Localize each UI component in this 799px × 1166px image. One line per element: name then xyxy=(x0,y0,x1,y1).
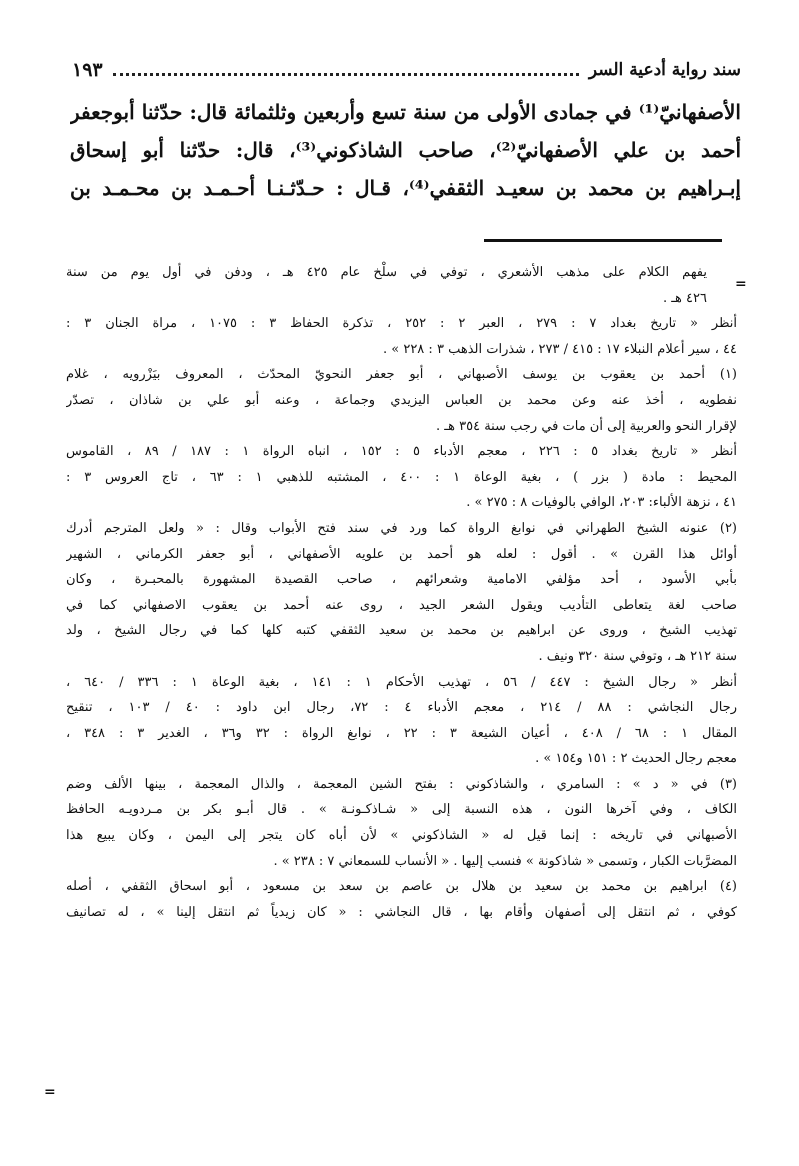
footnote-1 xyxy=(66,362,737,439)
footnote-line: سنة ٢١٢ هـ ، وتوفي سنة ٣٢٠ ونيف . xyxy=(538,648,737,664)
footnote-line: (٤) ابراهيم بن محمد بن سعيد بن هلال بن عاصم بن سعد بن مسعود ، أبو اسحاق الثقفي ، أصله xyxy=(66,879,737,895)
running-title: سند رواية أدعية السر xyxy=(588,60,741,80)
main-text xyxy=(70,94,741,208)
main-text-line: أحمد بن علي الأصفهانيّ⁽²⁾، صاحب الشاذكوني⁽³⁾، قال: حدّثنا أبو إسحاق xyxy=(70,138,741,162)
footnote-4 xyxy=(66,874,737,925)
footnote-line: ٤٤ ، سير أعلام النبلاء ١٧ : ٤١٥ / ٢٧٣ ، شذرات الذهب ٣ : ٢٢٨ » . xyxy=(382,341,737,357)
footnote-line: رجال النجاشي : ٨٨ / ٢١٤ ، معجم الأدباء ٤ : ٧٢، رجال ابن داود : ٤٠ / ١٠٣ ، تنقيح xyxy=(66,700,737,716)
footnote-line: الكاف ، وفي آخرها النون ، هذه النسبة إلى « شـاذكـونـة » . قال أبـو بكر بن مـردويـه الحافظ xyxy=(66,802,737,818)
footnote-line: صاحب لغة يتعاطى التأديب ويقول الشعر الجيد ، روى عنه أحمد بن يعقوب الاصفهاني كما في xyxy=(66,597,737,613)
footnote-line: أنظر « رجال الشيخ : ٤٤٧ / ٥٦ ، تهذيب الأحكام ١ : ١٤١ ، بغية الوعاة ١ : ٣٣٦ / ٦٤٠ ، xyxy=(66,674,737,690)
footnote-line: أنظر « تاريخ بغداد ٧ : ٢٧٩ ، العبر ٢ : ٢٥٢ ، تذكرة الحفاظ ٣ : ١٠٧٥ ، مراة الجنان ٣ : xyxy=(66,316,737,332)
footnote-line: نفطويه ، أخذ عنه وعن محمد بن العباس اليزيدي وجماعة ، وعنه أبو علي بن شاذان ، تصدّر xyxy=(66,392,737,408)
footnote-line: (٣) في « د » : السامري ، والشاذكوني : بفتح الشين المعجمة ، والذال المعجمة ، بينها الألف وضم xyxy=(66,776,737,792)
footnote-separator-rule xyxy=(484,239,722,242)
footnote-line: ٤١ ، نزهة الألباء: ٢٠٣، الوافي بالوفيات ٨ : ٢٧٥ » . xyxy=(466,495,737,511)
footnote-line: يفهم الكلام على مذهب الأشعري ، توفي في سلْخ عام ٤٢٥ هـ ، ودفن في أول يوم من سنة xyxy=(66,265,708,280)
footnote-line: المقال ١ : ٦٨ / ٤٠٨ ، أعيان الشيعة ٣ : ٢٢ ، نوابغ الرواة : ٣٢ و٣٦ ، الغدير ٣ : ٣٤٨ ، xyxy=(66,725,737,741)
footnote-reference xyxy=(66,311,737,362)
footnotes xyxy=(66,260,737,925)
footnote-2 xyxy=(66,516,737,670)
continuation-mark-top: = xyxy=(735,276,747,292)
footnote-continued xyxy=(66,260,737,311)
footnote-line: المحيط : مادة ( بزر ) ، بغية الوعاة ١ : ٤٠٠ ، المشتبه للذهبي ١ : ٦٣ ، تاج العروس ٣ : xyxy=(66,469,737,485)
main-text-line: إبـراهيم بن محمد بن سعيـد الثقفي⁽⁴⁾، قـال : حـدّثـنـا أحـمـد بن محـمـد بن xyxy=(70,176,741,200)
footnote-line: (١) أحمد بن يعقوب بن يوسف الأصبهاني ، أبو جعفر النحويّ المحدّث ، المعروف بيَزْرويه ، غلام xyxy=(66,367,737,383)
footnote-line: معجم رجال الحديث ٢ : ١٥١ و١٥٤ » . xyxy=(535,751,737,767)
footnote-line: أوائل هذا القرن » . أقول : لعله هو أحمد بن علويه الأصفهاني ، أبو جعفر الكرماني ، الشهير xyxy=(66,546,737,562)
footnote-2-reference xyxy=(66,670,737,772)
footnote-line: المضرَّبات الكبار ، وتسمى « شاذكونة » فنسب إليها . « الأنساب للسمعاني ٧ : ٢٣٨ » . xyxy=(273,853,737,869)
continuation-mark-bottom: = xyxy=(44,1084,56,1100)
footnote-line: تهذيب الشيخ ، وروى عن ابراهيم بن محمد بن سعيد الثقفي كتبه كلها كما في رجال الشيخ ، ولد xyxy=(66,623,737,639)
footnote-line: (٢) عنونه الشيخ الطهراني في نوابغ الرواة كما ورد في سند فتح الأبواب وقال : « ولعل المترجم أدرك xyxy=(66,520,737,536)
page-number: ١٩٣ xyxy=(72,59,103,81)
main-text-line: الأصفهانيّ⁽¹⁾ في جمادى الأولى من سنة تسع وأربعين وثلثمائة قال: حدّثنا أبوجعفر xyxy=(70,100,741,124)
page-header xyxy=(72,52,741,88)
leader-dots xyxy=(113,73,579,76)
footnote-1-reference xyxy=(66,439,737,516)
footnote-line: أنظر « تاريخ بغداد ٥ : ٢٢٦ ، معجم الأدباء ٥ : ١٥٢ ، انباه الرواة ١ : ١٨٧ / ٨٩ ، القاموس xyxy=(66,444,737,460)
footnote-line: ٤٢٦ هـ . xyxy=(662,290,707,306)
footnote-line: كوفي ، ثم انتقل إلى أصفهان وأقام بها ، قال النجاشي : « كان زيدياً ثم انتقل إلينا » ، له تصانيف xyxy=(66,904,737,920)
footnote-3 xyxy=(66,772,737,874)
footnote-line: الأصبهاني في تاريخه : إنما قيل له « الشاذكوني » لأن أباه كان يتجر إلى اليمن ، وكان يبيع هذا xyxy=(66,828,737,844)
footnote-line: لإقرار النحو والعربية إلى أن مات في رجب سنة ٣٥٤ هـ . xyxy=(436,418,737,434)
footnote-line: بأبي الأسود ، أحد مؤلفي الامامية وشعرائهم ، صاحب القصيدة المشهورة بالمحبـرة ، وكان xyxy=(66,572,737,588)
